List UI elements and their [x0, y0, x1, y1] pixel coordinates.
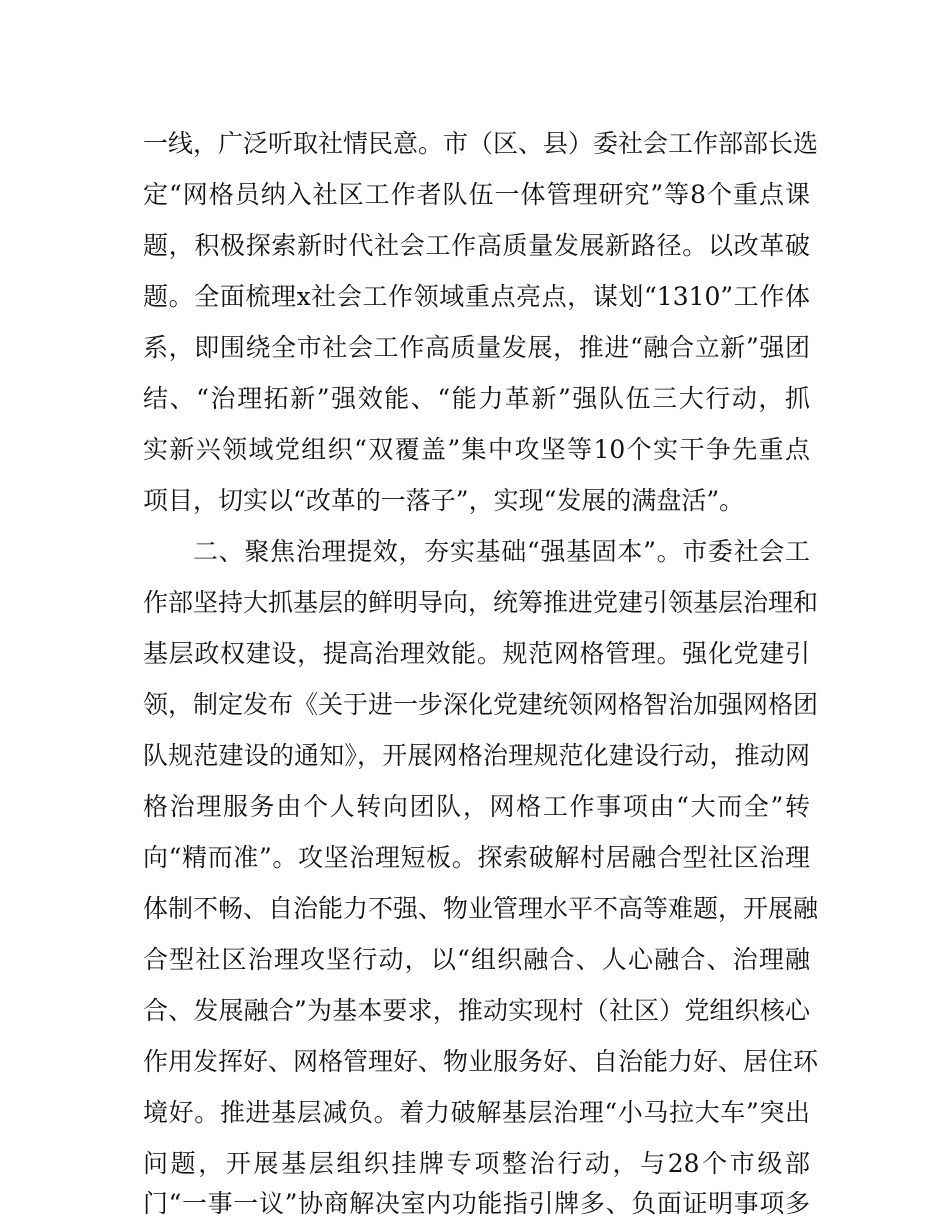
text-line: 门“一事一议”协商解决室内功能指引牌多、负面证明事项多: [143, 1189, 810, 1218]
text-line: 领，制定发布《关于进一步深化党建统领网格智治加强网格团: [143, 690, 819, 719]
text-line: 一线，广泛听取社情民意。市（区、县）委社会工作部部长选: [143, 129, 819, 158]
text-line: 体制不畅、自治能力不强、物业管理水平不高等难题，开展融: [143, 894, 819, 923]
text-line: 境好。推进基层减负。着力破解基层治理“小马拉大车”突出: [143, 1098, 810, 1127]
text-line: 合、发展融合”为基本要求，推动实现村（社区）党组织核心: [143, 996, 810, 1025]
text-line: 格治理服务由个人转向团队，网格工作事项由“大而全”转: [143, 792, 810, 821]
paragraph-heading-line: 二、聚焦治理提效，夯实基础“强基固本”。市委社会工: [193, 537, 810, 566]
text-line: 定“网格员纳入社区工作者队伍一体管理研究”等8个重点课: [143, 180, 810, 209]
text-line: 作部坚持大抓基层的鲜明导向，统筹推进党建引领基层治理和: [143, 588, 819, 617]
text-line: 实新兴领域党组织“双覆盖”集中攻坚等10个实干争先重点: [143, 435, 810, 464]
text-line: 队规范建设的通知》，开展网格治理规范化建设行动，推动网: [143, 741, 810, 770]
text-line: 系，即围绕全市社会工作高质量发展，推进“融合立新”强团: [143, 333, 810, 362]
text-line: 题。全面梳理x社会工作领域重点亮点，谋划“1310”工作体: [143, 282, 810, 311]
text-line: 基层政权建设，提高治理效能。规范网格管理。强化党建引: [143, 639, 810, 668]
text-line: 问题，开展基层组织挂牌专项整治行动，与28个市级部: [143, 1149, 810, 1178]
text-line: 向“精而准”。攻坚治理短板。探索破解村居融合型社区治理: [143, 843, 810, 872]
text-line: 题，积极探索新时代社会工作高质量发展新路径。以改革破: [143, 231, 810, 260]
text-line: 结、“治理拓新”强效能、“能力革新”强队伍三大行动，抓: [143, 384, 810, 413]
text-line: 作用发挥好、网格管理好、物业服务好、自治能力好、居住环: [143, 1047, 819, 1076]
text-line: 合型社区治理攻坚行动，以“组织融合、人心融合、治理融: [143, 945, 810, 974]
text-line: 项目，切实以“改革的一落子”，实现“发展的满盘活”。: [143, 486, 745, 515]
